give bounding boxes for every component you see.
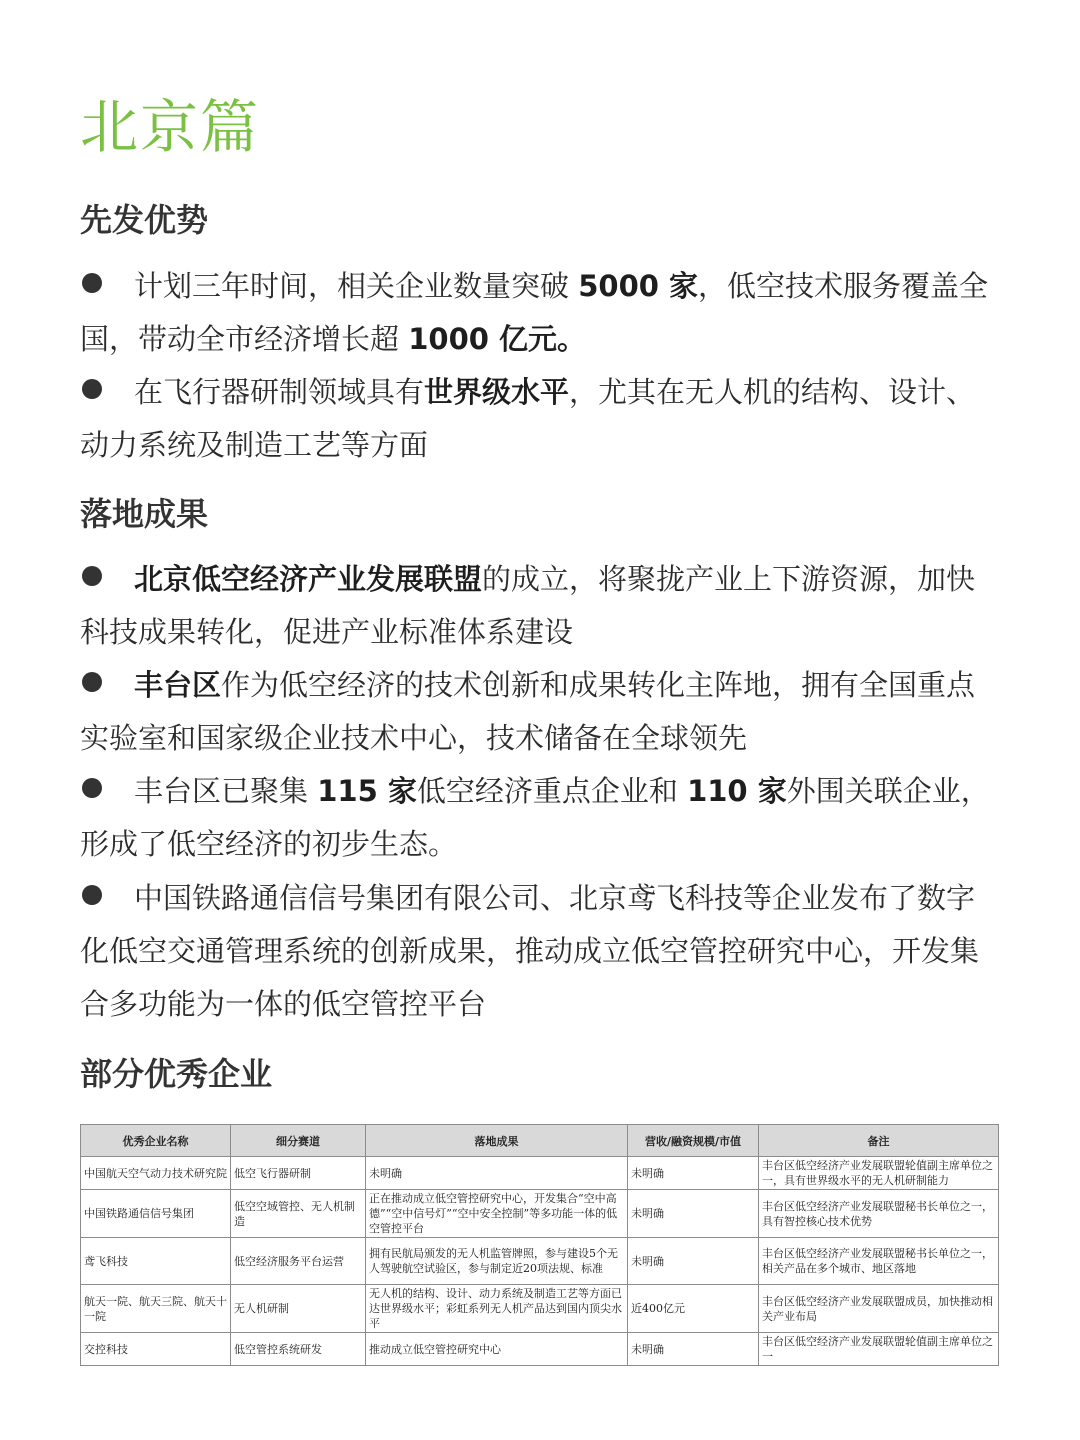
bullet-dot-icon (82, 566, 102, 586)
cell-track: 无人机研制 (231, 1285, 366, 1333)
table-row (81, 1238, 999, 1285)
cell-revenue: 近400亿元 (628, 1285, 759, 1333)
results-bullet-2: 丰台区作为低空经济的技术创新和成果转化主阵地，拥有全国重点实验室和国家级企业技术中心，技术储备在全球领先 (80, 668, 976, 755)
companies-table (80, 1124, 999, 1366)
cell-revenue: 未明确 (628, 1238, 759, 1285)
cell-results: 正在推动成立低空管控研究中心，开发集合“空中高德”“空中信号灯”“空中安全控制”等多功能一体的低空管控平台 (366, 1190, 628, 1238)
cell-notes: 丰台区低空经济产业发展联盟秘书长单位之一，相关产品在多个城市、地区落地 (759, 1238, 999, 1285)
cell-results: 无人机的结构、设计、动力系统及制造工艺等方面已达世界级水平；彩虹系列无人机产品达到国内顶尖水平 (366, 1285, 628, 1333)
cell-results: 未明确 (366, 1157, 628, 1190)
results-bullet-1: 北京低空经济产业发展联盟的成立，将聚拢产业上下游资源，加快科技成果转化，促进产业标准体系建设 (80, 562, 976, 649)
cell-notes: 丰台区低空经济产业发展联盟轮值副主席单位之一，具有世界级水平的无人机研制能力 (759, 1157, 999, 1190)
cell-results: 拥有民航局颁发的无人机监管牌照，参与建设5个无人驾驶航空试验区，参与制定近20项法规、标准 (366, 1238, 628, 1285)
section-heading-advantage: 先发优势 (80, 201, 209, 239)
cell-notes: 丰台区低空经济产业发展联盟轮值副主席单位之一 (759, 1333, 999, 1366)
header-revenue: 营收/融资规模/市值 (628, 1125, 759, 1157)
table-row (81, 1157, 999, 1190)
section-heading-results: 落地成果 (80, 495, 209, 533)
cell-company: 航天一院、航天三院、航天十一院 (81, 1285, 231, 1333)
header-track: 细分赛道 (231, 1125, 366, 1157)
cell-company: 交控科技 (81, 1333, 231, 1366)
cell-company: 鸢飞科技 (81, 1238, 231, 1285)
cell-track: 低空经济服务平台运营 (231, 1238, 366, 1285)
table-header-row (81, 1125, 999, 1157)
cell-revenue: 未明确 (628, 1157, 759, 1190)
section-heading-companies: 部分优秀企业 (80, 1055, 273, 1093)
cell-notes: 丰台区低空经济产业发展联盟成员，加快推动相关产业布局 (759, 1285, 999, 1333)
header-company: 优秀企业名称 (81, 1125, 231, 1157)
cell-company: 中国航天空气动力技术研究院 (81, 1157, 231, 1190)
bullet-dot-icon (82, 379, 102, 399)
header-results: 落地成果 (366, 1125, 628, 1157)
advantage-bullet-1: 计划三年时间，相关企业数量突破 5000 家，低空技术服务覆盖全国，带动全市经济增长超 1000 亿元。 (80, 269, 989, 356)
table-row (81, 1333, 999, 1366)
cell-track: 低空空域管控、无人机制造 (231, 1190, 366, 1238)
table-row (81, 1190, 999, 1238)
cell-revenue: 未明确 (628, 1333, 759, 1366)
cell-track: 低空飞行器研制 (231, 1157, 366, 1190)
header-notes: 备注 (759, 1125, 999, 1157)
page-title: 北京篇 (80, 93, 261, 161)
cell-revenue: 未明确 (628, 1190, 759, 1238)
table-row (81, 1285, 999, 1333)
results-bullet-4: 中国铁路通信信号集团有限公司、北京鸢飞科技等企业发布了数字化低空交通管理系统的创新成果，推动成立低空管控研究中心，开发集合多功能为一体的低空管控平台 (80, 881, 980, 1021)
results-bullet-3: 丰台区已聚集 115 家低空经济重点企业和 110 家外围关联企业，形成了低空经济的初步生态。 (80, 774, 990, 861)
cell-company: 中国铁路通信信号集团 (81, 1190, 231, 1238)
advantage-bullet-2: 在飞行器研制领域具有世界级水平，尤其在无人机的结构、设计、动力系统及制造工艺等方面 (80, 375, 976, 462)
cell-track: 低空管控系统研发 (231, 1333, 366, 1366)
bullet-dot-icon (82, 778, 102, 798)
bullet-dot-icon (82, 672, 102, 692)
bullet-dot-icon (82, 885, 102, 905)
cell-results: 推动成立低空管控研究中心 (366, 1333, 628, 1366)
bullet-dot-icon (82, 273, 102, 293)
cell-notes: 丰台区低空经济产业发展联盟秘书长单位之一，具有智控核心技术优势 (759, 1190, 999, 1238)
